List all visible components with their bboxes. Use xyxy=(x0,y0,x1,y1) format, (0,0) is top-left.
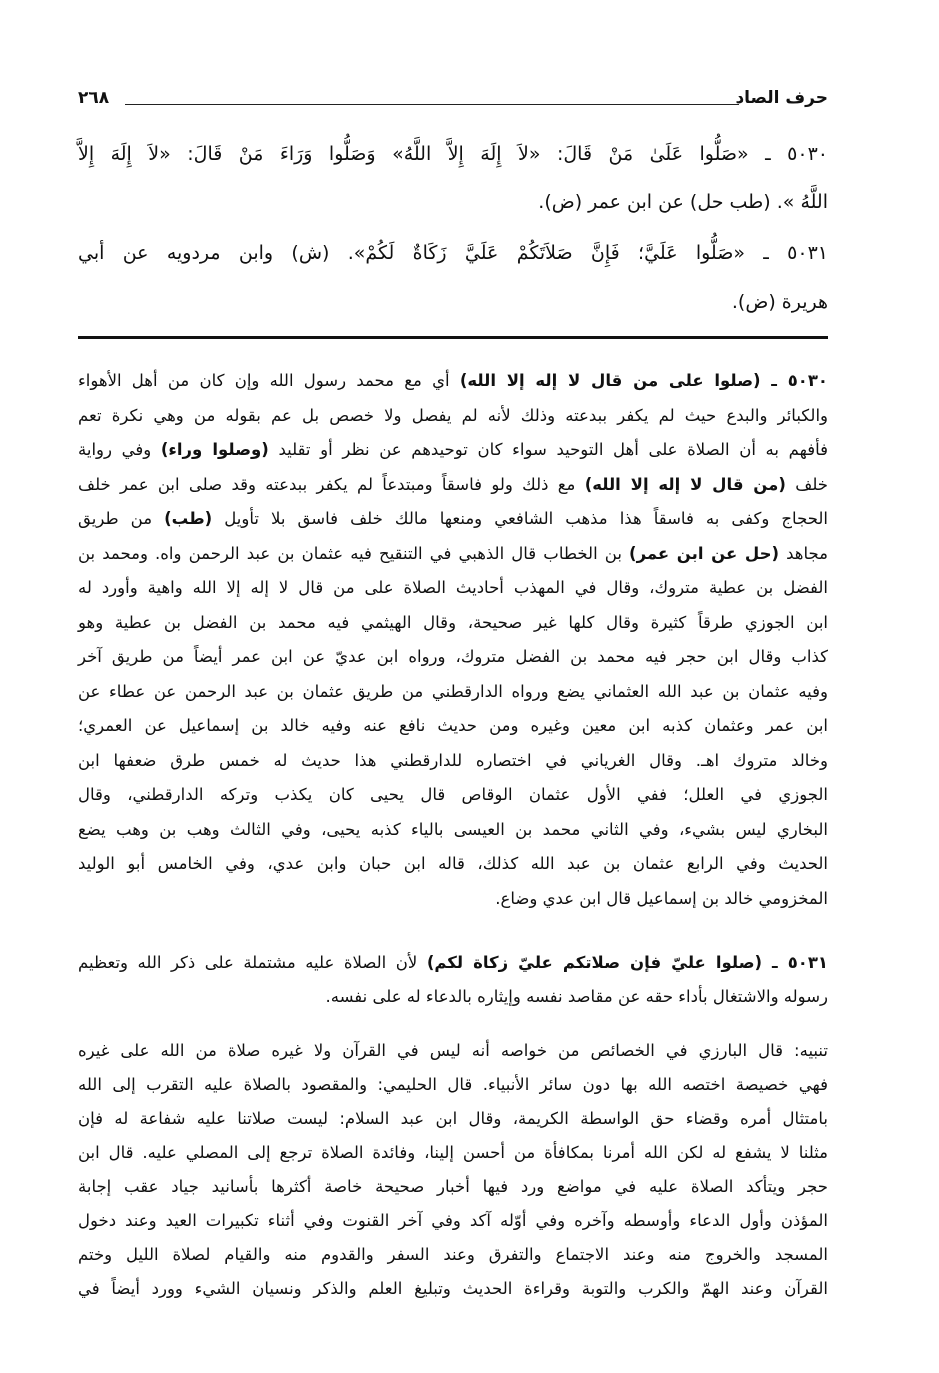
text-segment: من طريق xyxy=(78,509,165,528)
bold-quote: (حل عن ابن عمر) xyxy=(629,543,780,563)
text-segment: وفي رواية xyxy=(78,440,161,459)
text-segment: ابن عمر وعثمان كذبه ابن معين وغيره ومن حديث نافع عنه وفيه خالد بن إسماعيل عن العمري؛ xyxy=(78,716,828,735)
text-segment: كذاب وقال ابن حجر فيه محمد بن الفضل متروك، ورواه ابن عديّ عن ابن عمر أيضاً من طريق آخر xyxy=(78,647,828,666)
commentary-line xyxy=(78,955,828,972)
text-segment: اللَّهُ ». (طب حل) عن ابن عمر (ض). xyxy=(538,191,828,213)
commentary-line xyxy=(78,681,828,701)
text-segment: ٥٠٣٠ ـ «صَلُّوا عَلَىٰ مَنْ قَالَ: «لاَ إِلَهَ إِلاَّ اللَّهُ» وَصَلُّوا وَرَاءَ مَنْ قَالَ: «لاَ إِلَهَ إِلاَّ xyxy=(78,143,828,165)
header-rule xyxy=(125,104,739,105)
text-segment: وخالد متروك اهـ. وقال الغرياني في اختصاره للدارقطني هذا حديث له خمس طرق ضعفها ابن xyxy=(78,750,828,770)
text-segment: رسوله والاشتغال بأداء حقه عن مقاصد نفسه وإيثاره بالدعاء له على نفسه. xyxy=(325,987,828,1006)
hadith-line xyxy=(78,293,828,312)
commentary-line xyxy=(78,580,828,597)
text-segment: مثلنا لا يشفع له لكن الله أمرنا بمكافأة من أحسن إلينا، وفائدة الصلاة ترجع إلى المصلي عليه. قال ابن xyxy=(78,1143,828,1162)
text-segment: وفيه عثمان بن عبد الله العثماني يضع ورواه الدارقطني من طريق عثمان بن عبد الرحمن عن عطاء عن xyxy=(78,681,828,701)
commentary-line xyxy=(78,1213,828,1230)
commentary-line xyxy=(78,612,828,632)
text-segment: مجاهد xyxy=(779,543,829,563)
commentary-line xyxy=(78,819,828,839)
commentary-line xyxy=(78,649,828,666)
text-segment: ابن الجوزي طرقاً كثيرة وقال كلها غير صحيحة، وقال الهيثمي فيه محمد بن الفضل بن عطية وهو xyxy=(78,612,828,632)
text-segment: فهي خصيصة اختصه الله بها دون سائر الأنبياء. قال الحليمي: والمقصود بالصلاة عليه التقرب إلى الله xyxy=(78,1075,828,1094)
text-segment: المؤذن وأول الدعاء وأوسطه وآخره وفي أوّله آكد وفي آخر القنوت وفي أثناء تكبيرات العيد وعند دخول xyxy=(78,1211,828,1230)
commentary-line xyxy=(78,474,828,494)
bold-quote: ٥٠٣١ ـ (صلوا عليّ فإن صلاتكم عليّ زكاة لكم) xyxy=(426,953,828,972)
commentary-line xyxy=(78,856,828,873)
commentary-line xyxy=(78,1281,828,1298)
commentary-line xyxy=(78,787,828,804)
commentary-line xyxy=(78,1077,828,1094)
hadith-line xyxy=(78,145,828,164)
text-segment: مع ذلك ولو فاسقاً ومبتدعاً لم يكفر ببدعته وقد صلى ابن عمر خلف xyxy=(78,474,585,494)
commentary-line xyxy=(78,442,828,459)
text-segment: الفضل بن عطية متروك، وقال في المهذب أحاديث الصلاة على من قال لا إله إلا الله واهية وأورد له xyxy=(78,578,828,597)
text-segment: بن الخطاب قال الذهبي في التنقيح فيه عثمان بن عبد الرحمن واه. ومحمد بن xyxy=(78,543,630,563)
text-segment: أي مع محمد رسول الله وإن كان من أهل الأهواء xyxy=(78,371,460,390)
commentary-line xyxy=(78,750,828,770)
text-segment: تنبيه: قال البارزي في الخصائص من خواصه أنه ليس في القرآن ولا غيره صلاة من الله على غيره xyxy=(78,1041,828,1060)
text-segment: لأن الصلاة عليه مشتملة على ذكر الله وتعظيم xyxy=(78,953,427,972)
text-segment: البخاري ليس بشيء، وفي الثاني محمد بن العيسى بالياء كذبه يحيى، وفي الثالث وهب بن وهب يضع xyxy=(78,819,828,839)
bold-quote: (وصلوا وراء) xyxy=(160,440,269,459)
commentary-line xyxy=(78,1043,828,1060)
hadith-line xyxy=(78,193,828,212)
page-number: ٢٦٨ xyxy=(78,88,110,108)
commentary-line xyxy=(78,1145,828,1162)
text-segment: الحديث وفي الرابع عثمان بن عبد الله كذلك، قاله ابن حبان وابن عدي، وفي الخامس أبو الوليد xyxy=(78,854,828,873)
section-divider xyxy=(78,336,828,339)
bold-quote: (طب) xyxy=(164,509,213,528)
commentary-line xyxy=(78,888,828,908)
commentary-line xyxy=(78,989,828,1006)
text-segment: بامتثال أمره وقضاء حق الواسطة الكريمة، وقال ابن عبد السلام: ليست صلاتنا عليه شفاعة له فإن xyxy=(78,1109,828,1128)
chapter-title: حرف الصاد xyxy=(735,88,828,108)
commentary-line xyxy=(78,511,828,528)
text-segment: الجوزي في العلل؛ ففي الأول عثمان الوقاص قال يحيى كان يكذب وتركه الدارقطني، وقال xyxy=(78,785,828,804)
commentary-line xyxy=(78,1111,828,1128)
text-segment: ٥٠٣١ ـ «صَلُّوا عَلَيَّ؛ فَإِنَّ صَلاَتَكُمْ عَلَيَّ زَكَاةٌ لَكُمْ». (ش) وابن مردويه عن أبي xyxy=(78,242,828,264)
text-segment: والكبائر والبدع حيث لم يكفر ببدعته وذلك لأنه لم يفصل ولا خصص بل عم بقوله من وهي نكرة تعم xyxy=(78,405,828,425)
commentary-line xyxy=(78,405,828,425)
hadith-line xyxy=(78,244,828,263)
commentary-line xyxy=(78,1179,828,1196)
text-segment: فأفهم به أن الصلاة على أهل التوحيد سواء كان توحيدهم عن نظر أو تقليد xyxy=(268,440,828,459)
commentary-line xyxy=(78,373,828,390)
text-segment: المسجد والخروج منه وعند الاجتماع والتفرق وعند السفر والقدوم منه والقيام لصلاة الليل وختم xyxy=(78,1245,828,1264)
commentary-line xyxy=(78,718,828,735)
text-segment: خلف xyxy=(785,474,828,494)
text-segment: المخزومي خالد بن إسماعيل قال ابن عدي وضاع. xyxy=(495,888,828,908)
text-segment: القرآن وعند الهمّ والكرب والتوبة وقراءة الحديث وتبليغ العلم والذكر ونسيان الشيء وورد أيضاً في xyxy=(78,1279,828,1298)
bold-quote: ٥٠٣٠ ـ (صلوا على من قال لا إله إلا الله) xyxy=(459,371,828,390)
commentary-line xyxy=(78,543,829,563)
commentary-line xyxy=(78,1247,828,1264)
text-segment: الحجاج وكفى به فاسقاً هذا مذهب الشافعي ومنعها مالك خلف فاسق بلا تأويل xyxy=(212,509,828,528)
bold-quote: (من قال لا إله إلا الله) xyxy=(584,474,786,494)
text-segment: هريرة (ض). xyxy=(731,291,828,313)
text-segment: حجر ويتأكد الصلاة عليه في مواضع ورد فيها أخبار صحيحة خاصة أكثرها بأسانيد جياد عقب إجابة xyxy=(78,1177,828,1196)
